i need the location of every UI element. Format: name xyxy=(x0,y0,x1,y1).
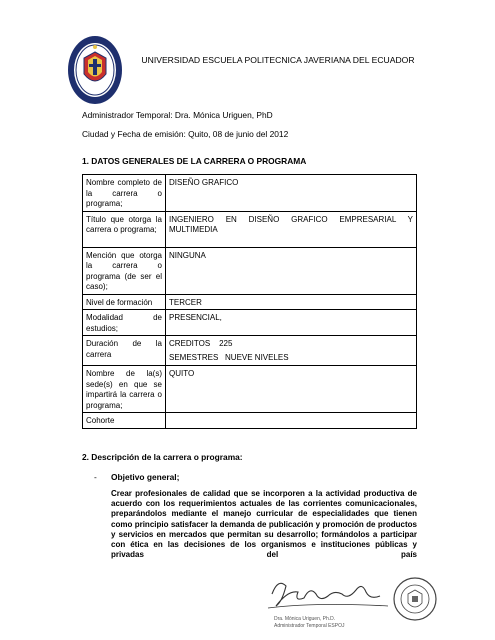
row-label: Nivel de formación xyxy=(83,294,166,310)
row-label: Duración de la carrera xyxy=(83,336,166,366)
table-row xyxy=(83,294,417,310)
row-label: Cohorte xyxy=(83,413,166,429)
row-value: QUITO xyxy=(166,366,417,413)
career-data-table xyxy=(82,174,417,429)
row-label: Nombre de la(s) sede(s) en que se impartirá la carrera o programa; xyxy=(83,366,166,413)
row-label: Título que otorga la carrera o programa; xyxy=(83,211,166,247)
official-stamp-icon xyxy=(392,576,438,622)
row-value: INGENIERO EN DISEÑO GRAFICO EMPRESARIAL Y MULTIMEDIA xyxy=(166,211,417,247)
table-row xyxy=(83,247,417,294)
row-value: PRESENCIAL, xyxy=(166,310,417,336)
university-name: UNIVERSIDAD ESCUELA POLITECNICA JAVERIANA DEL ECUADOR xyxy=(141,55,415,65)
table-row xyxy=(83,175,417,212)
table-row xyxy=(83,413,417,429)
signature-name: Dra. Mónica Uriguen, Ph.D. xyxy=(274,616,336,622)
table-row xyxy=(83,366,417,413)
section-1-title: 1. DATOS GENERALES DE LA CARRERA O PROGRAMA xyxy=(82,156,307,166)
city-date-line: Ciudad y Fecha de emisión: Quito, 08 de junio del 2012 xyxy=(82,129,289,139)
university-seal-icon xyxy=(66,34,124,106)
row-label: Mención que otorga la carrera o programa (de ser el caso); xyxy=(83,247,166,294)
row-value: DISEÑO GRAFICO xyxy=(166,175,417,212)
row-label: Nombre completo de la carrera o programa; xyxy=(83,175,166,212)
row-label: Modalidad de estudios; xyxy=(83,310,166,336)
administrator-line: Administrador Temporal: Dra. Mónica Uriguen, PhD xyxy=(82,110,273,120)
signature-role: Administrador Temporal ESPOJ xyxy=(274,623,345,629)
table-row xyxy=(83,211,417,247)
objective-subtitle: Objetivo general; xyxy=(111,472,180,482)
row-value: NINGUNA xyxy=(166,247,417,294)
bullet-dash: - xyxy=(94,472,97,482)
semesters-value: SEMESTRES NUEVE NIVELES xyxy=(169,352,289,362)
table-row xyxy=(83,310,417,336)
row-value: TERCER xyxy=(166,294,417,310)
credits-value: CREDITOS 225 xyxy=(169,339,233,348)
row-value xyxy=(166,413,417,429)
objective-text: Crear profesionales de calidad que se incorporen a la actividad productiva de acuerdo con los requerimientos actuales de las corrientes comunicacionales, preparándolos mediante el manejo curricular de especialidades que tienen como principio satisfacer la demanda de publicación y promoción de productos y servicios en mercados que permitan su desarrollo; formándolos a participar con ética en las decisiones de los organismos e instituciones públicas y privadas del país xyxy=(111,489,417,560)
signature-block xyxy=(258,572,458,638)
row-value xyxy=(166,336,417,366)
table-row xyxy=(83,336,417,366)
section-2-title: 2. Descripción de la carrera o programa: xyxy=(82,452,243,462)
